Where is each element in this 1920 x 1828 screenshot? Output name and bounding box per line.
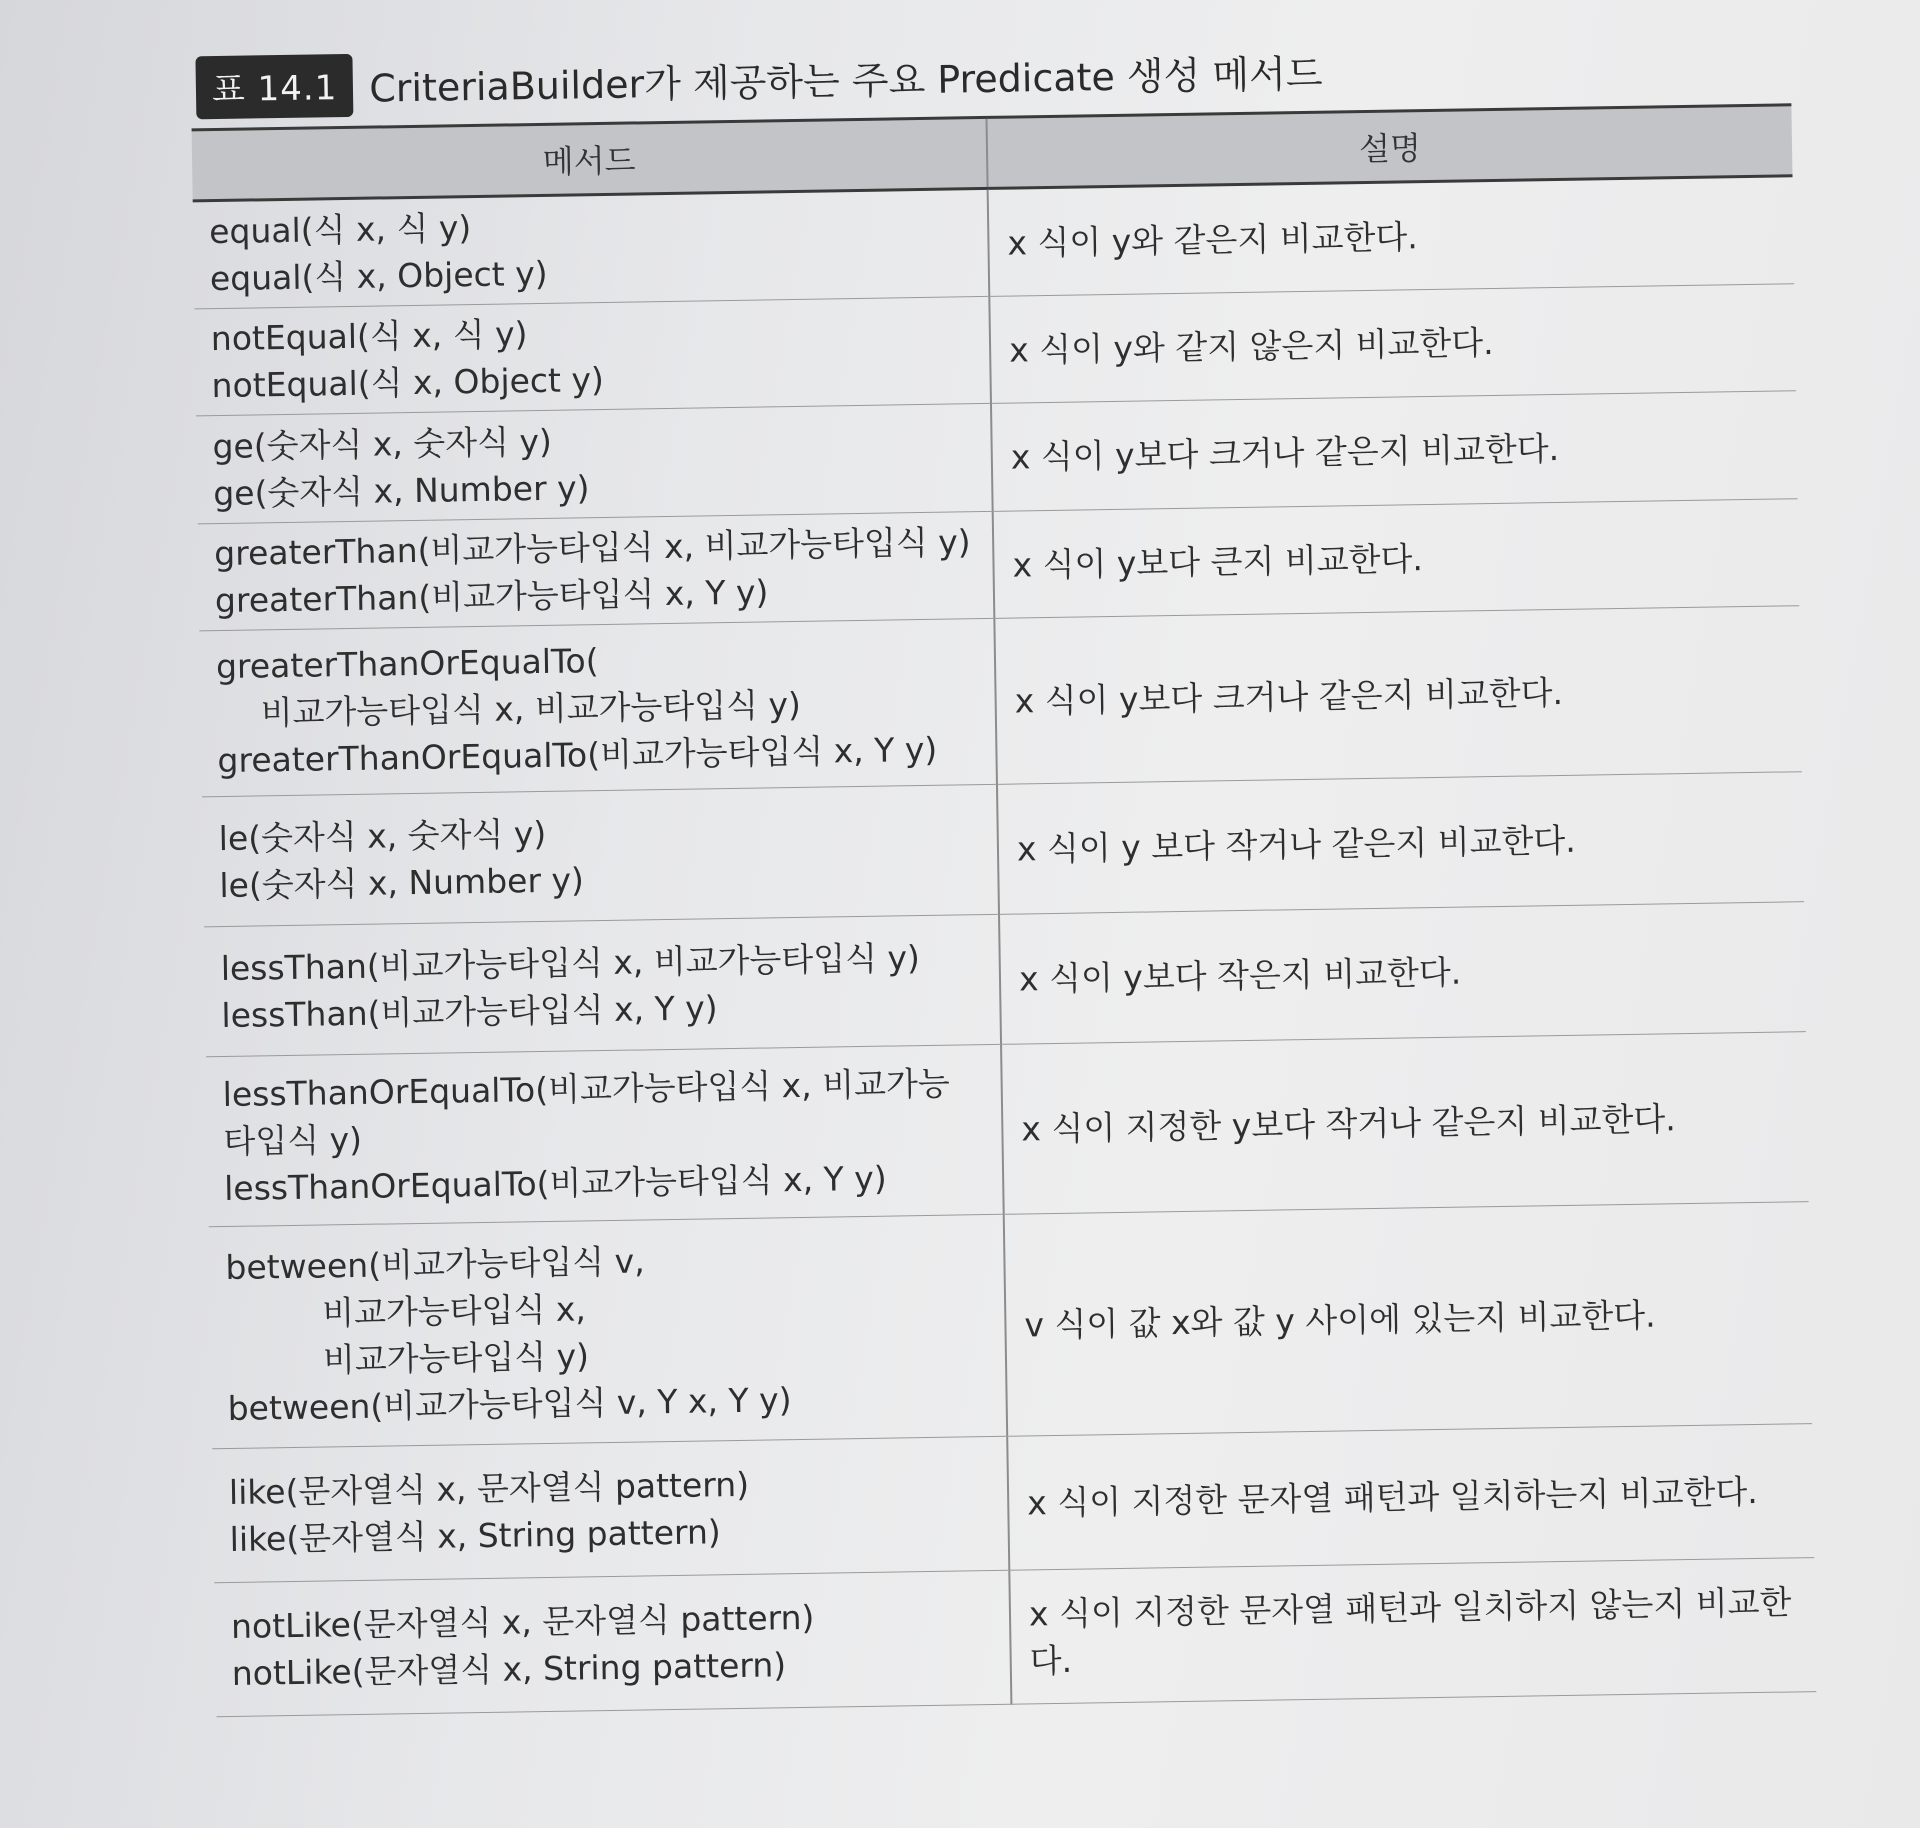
method-signature: lessThanOrEqualTo(비교가능타입식 x, Y y)	[223, 1158, 887, 1209]
method-cell	[198, 511, 995, 630]
method-signature: 비교가능타입식 x,	[321, 1288, 587, 1333]
method-signature: 비교가능타입식 y)	[322, 1335, 590, 1380]
method-signature: between(비교가능타입식 v,	[225, 1240, 645, 1287]
table-row	[202, 772, 1804, 927]
description-cell	[989, 284, 1796, 404]
method-signature: notEqual(식 x, Object y)	[211, 359, 605, 406]
method-cell	[214, 1570, 1011, 1716]
method-signature: 비교가능타입식 x, 비교가능타입식 y)	[260, 684, 802, 733]
method-signature: between(비교가능타입식 v, Y x, Y y)	[227, 1379, 792, 1428]
method-description: x 식이 지정한 문자열 패턴과 일치하는지 비교한다.	[1026, 1471, 1758, 1523]
method-signature: lessThan(비교가능타입식 x, 비교가능타입식 y)	[220, 937, 921, 988]
method-signature: lessThan(비교가능타입식 x, Y y)	[221, 987, 718, 1035]
method-description: x 식이 y보다 큰지 비교한다.	[1012, 538, 1424, 585]
method-cell	[204, 914, 1001, 1056]
method-description: v 식이 값 x와 값 y 사이에 있는지 비교한다.	[1024, 1295, 1656, 1345]
table-row	[209, 1202, 1812, 1449]
predicate-methods-table	[192, 103, 1817, 1717]
method-description: x 식이 y보다 크거나 같은지 비교한다.	[1010, 428, 1560, 477]
method-signature: 타입식 y)	[223, 1119, 363, 1162]
table-caption	[195, 41, 1322, 117]
method-signature: greaterThan(비교가능타입식 x, 비교가능타입식 y)	[213, 522, 971, 574]
method-signature: greaterThan(비교가능타입식 x, Y y)	[214, 572, 769, 621]
method-cell	[193, 188, 990, 308]
method-signature: notLike(문자열식 x, String pattern)	[231, 1644, 787, 1693]
method-signature: le(숫자식 x, Number y)	[219, 859, 585, 905]
method-signature: notEqual(식 x, 식 y)	[210, 314, 528, 359]
method-description: x 식이 y보다 작은지 비교한다.	[1018, 952, 1462, 999]
table-number-badge: 표 14.1	[195, 53, 353, 118]
method-signature: lessThanOrEqualTo(비교가능타입식 x, 비교가능	[222, 1063, 950, 1115]
method-signature: like(문자열식 x, String pattern)	[229, 1511, 722, 1559]
table-row	[199, 606, 1801, 797]
method-cell	[194, 296, 991, 415]
method-signature: like(문자열식 x, 문자열식 pattern)	[228, 1464, 750, 1512]
description-cell	[1009, 1558, 1816, 1705]
table-row	[206, 1032, 1808, 1227]
table-body	[193, 176, 1817, 1717]
description-cell	[1004, 1202, 1812, 1437]
method-signature: equal(식 x, 식 y)	[208, 208, 472, 252]
description-cell	[1001, 1032, 1809, 1215]
table-row	[214, 1558, 1816, 1717]
method-cell	[196, 403, 993, 523]
method-cell	[209, 1214, 1007, 1448]
table-row	[204, 902, 1806, 1057]
method-description: x 식이 y 보다 작거나 같은지 비교한다.	[1016, 820, 1576, 869]
method-signature: le(숫자식 x, 숫자식 y)	[218, 813, 547, 858]
method-description: x 식이 y보다 크거나 같은지 비교한다.	[1014, 672, 1564, 721]
method-signature: ge(숫자식 x, 숫자식 y)	[212, 421, 553, 466]
printed-sheet	[90, 3, 1857, 1780]
description-cell	[1007, 1424, 1814, 1571]
method-signature: equal(식 x, Object y)	[209, 253, 548, 299]
method-signature: notLike(문자열식 x, 문자열식 pattern)	[230, 1597, 815, 1646]
description-cell	[999, 902, 1806, 1045]
header-description: 설명	[986, 105, 1792, 189]
method-cell	[199, 618, 997, 796]
method-description: x 식이 지정한 y보다 작거나 같은지 비교한다.	[1021, 1099, 1677, 1149]
method-description: x 식이 y와 같지 않은지 비교한다.	[1008, 322, 1494, 370]
table-title: CriteriaBuilder가 제공하는 주요 Predicate 생성 메서드	[368, 51, 1323, 111]
method-description: x 식이 지정한 문자열 패턴과 일치하지 않는지 비교한다.	[1028, 1581, 1792, 1680]
header-method: 메서드	[192, 117, 988, 200]
method-description: x 식이 y와 같은지 비교한다.	[1007, 216, 1419, 263]
description-cell	[991, 391, 1798, 512]
table-row	[212, 1424, 1814, 1583]
method-cell	[212, 1436, 1009, 1582]
description-cell	[997, 772, 1804, 915]
method-signature: greaterThanOrEqualTo(	[215, 641, 599, 687]
method-signature: greaterThanOrEqualTo(비교가능타입식 x, Y y)	[217, 729, 938, 781]
method-cell	[206, 1044, 1004, 1226]
description-cell	[993, 499, 1800, 619]
method-signature: ge(숫자식 x, Number y)	[212, 467, 590, 513]
description-cell	[988, 176, 1795, 297]
description-cell	[994, 606, 1802, 785]
method-cell	[202, 784, 999, 926]
